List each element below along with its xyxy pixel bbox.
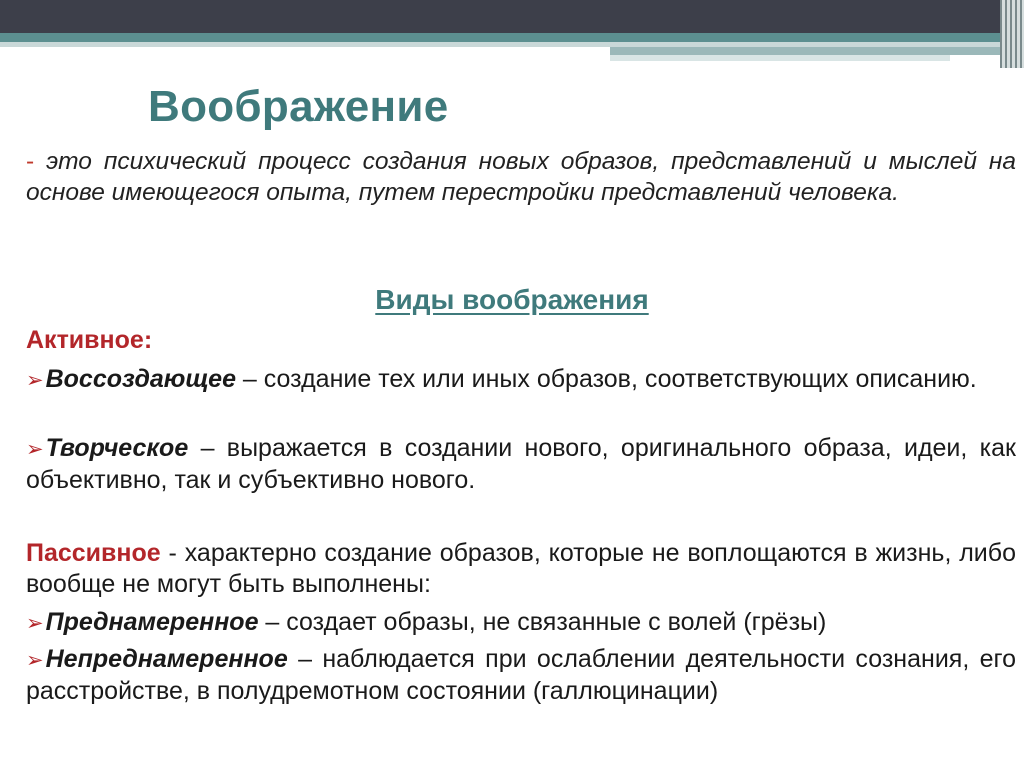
term-description: – создает образы, не связанные с волей (грёзы) — [258, 608, 827, 636]
active-label: Активное: — [26, 326, 153, 354]
header-band-dark — [0, 0, 1024, 33]
passive-label: Пассивное — [26, 539, 161, 567]
header-band-teal — [0, 33, 1000, 42]
header-band-step — [610, 47, 1000, 55]
passive-text: - характерно создание образов, которые не воплощаются в жизнь, либо вообще не могут быть выполнены: — [26, 539, 1016, 598]
passive-paragraph — [26, 538, 1016, 600]
definition-paragraph — [26, 146, 1016, 208]
term-intentional: Преднамеренное — [45, 608, 259, 636]
list-item — [26, 644, 1016, 707]
header-stripes — [1000, 0, 1024, 68]
bullet-arrow-icon: ➢ — [26, 438, 44, 461]
term-unintentional: Непреднамеренное — [45, 645, 288, 673]
bullet-arrow-icon: ➢ — [26, 649, 44, 672]
types-heading: Виды воображения — [375, 284, 649, 315]
list-item — [26, 364, 1016, 396]
list-item — [26, 607, 1016, 639]
bullet-arrow-icon: ➢ — [26, 612, 44, 635]
list-item — [26, 433, 1016, 496]
term-recreative: Воссоздающее — [45, 365, 236, 393]
definition-dash: - — [26, 148, 35, 175]
term-description: – наблюдается при ослаблении деятельности сознания, его расстройстве, в полудремотном состоянии (галлюцинации) — [26, 645, 1016, 705]
term-creative: Творческое — [45, 434, 189, 462]
slide-title: Воображение — [148, 82, 449, 131]
bullet-arrow-icon: ➢ — [26, 369, 44, 392]
definition-text: это психический процесс создания новых образов, представлений и мыслей на основе имеющегося опыта, путем перестройки представлений человека. — [26, 148, 1016, 206]
term-description: – создание тех или иных образов, соответствующих описанию. — [235, 365, 977, 393]
header-band-step-light — [610, 55, 950, 61]
term-description: – выражается в создании нового, оригинального образа, идеи, как объективно, так и субъективно нового. — [26, 434, 1016, 494]
